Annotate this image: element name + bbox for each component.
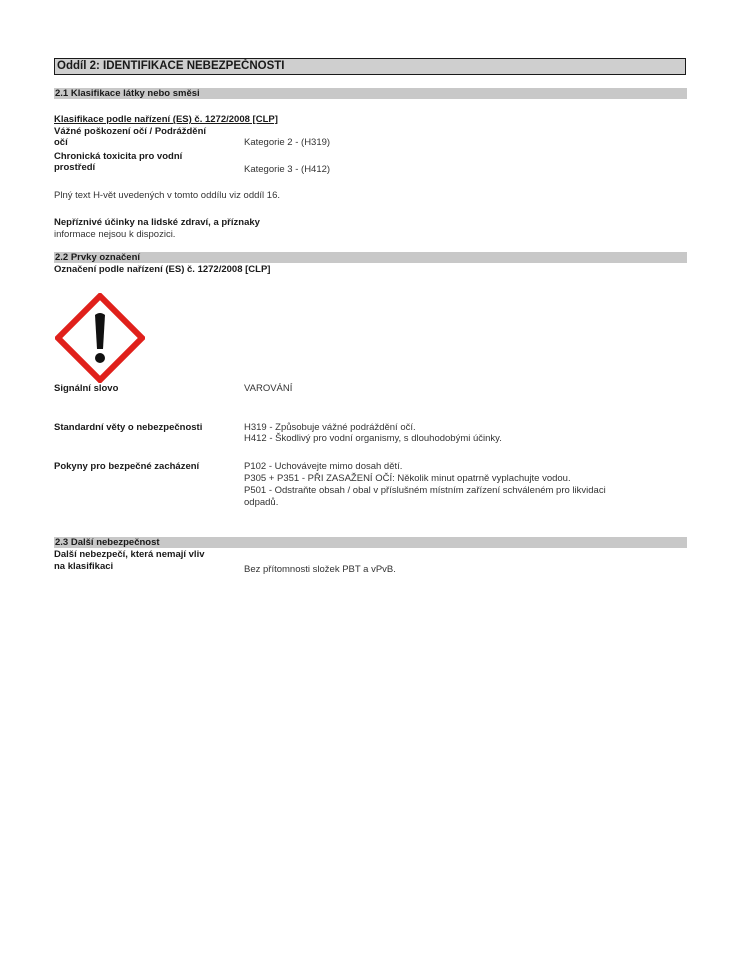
subsection-2-1-heading: 2.1 Klasifikace látky nebo směsi <box>54 88 687 99</box>
clp-classification-heading: Klasifikace podle nařízení (ES) č. 1272/2008 [CLP] <box>54 114 278 125</box>
precautionary-statement: P501 - Odstraňte obsah / obal v příslušném místním zařízení schváleném pro likvidaci <box>244 485 606 496</box>
subsection-2-2-heading: 2.2 Prvky označení <box>54 252 687 263</box>
precautionary-statement: P305 + P351 - PŘI ZASAŽENÍ OČÍ: Několik minut opatrně vyplachujte vodou. <box>244 473 571 484</box>
precautionary-statement: odpadů. <box>244 497 279 508</box>
precautionary-statement: P102 - Uchovávejte mimo dosah dětí. <box>244 461 403 472</box>
hazard-statement: H319 - Způsobuje vážné podráždění očí. <box>244 422 416 433</box>
hazard-1-label-line2: očí <box>54 137 68 148</box>
hazard-2-label-line2: prostředí <box>54 162 96 173</box>
hazard-2-value: Kategorie 3 - (H412) <box>244 164 331 175</box>
hazard-statements-label: Standardní věty o nebezpečnosti <box>54 422 203 433</box>
signal-word-label: Signální slovo <box>54 383 119 394</box>
signal-word-value: VAROVÁNÍ <box>244 383 293 394</box>
subsection-2-3-heading: 2.3 Další nebezpečnost <box>54 537 687 548</box>
hazard-1-value: Kategorie 2 - (H319) <box>244 137 331 148</box>
hazard-statement: H412 - Škodlivý pro vodní organismy, s dlouhodobými účinky. <box>244 433 502 444</box>
hazard-1-label-line1: Vážné poškození očí / Podráždění <box>54 126 207 137</box>
other-hazards-value: Bez přítomnosti složek PBT a vPvB. <box>244 564 396 575</box>
hazard-2-label-line1: Chronická toxicita pro vodní <box>54 151 183 162</box>
precautionary-label: Pokyny pro bezpečné zacházení <box>54 461 200 472</box>
effects-heading: Nepříznivé účinky na lidské zdraví, a příznaky <box>54 217 260 228</box>
section-title: Oddíl 2: IDENTIFIKACE NEBEZPEČNOSTI <box>54 58 686 75</box>
other-hazards-label-line1: Další nebezpečí, která nemají vliv <box>54 549 205 560</box>
other-hazards-label-line2: na klasifikaci <box>54 561 114 572</box>
fulltext-note: Plný text H-vět uvedených v tomto oddílu viz oddíl 16. <box>54 190 281 201</box>
effects-text: informace nejsou k dispozici. <box>54 229 176 240</box>
clp-labelling-heading: Označení podle nařízení (ES) č. 1272/2008 [CLP] <box>54 264 271 275</box>
exclamation-mark-ghs-icon <box>55 293 145 383</box>
